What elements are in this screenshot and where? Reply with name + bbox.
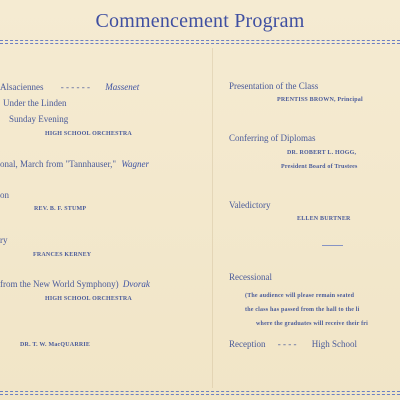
right-note-line-2: the class has passed from the hall to the li bbox=[245, 307, 360, 313]
left-performer-macquarrie: DR. T. W. MacQUARRIE bbox=[20, 342, 91, 348]
left-performer-orchestra-2: HIGH SCHOOL ORCHESTRA bbox=[45, 296, 132, 302]
right-performer-hogg: DR. ROBERT L. HOGG, bbox=[287, 150, 357, 156]
reception-label: Reception bbox=[229, 339, 266, 349]
left-item-new-world bbox=[0, 280, 150, 289]
reception-dashes: - - - - bbox=[277, 339, 297, 349]
left-item-history: ry bbox=[0, 235, 8, 245]
processional-label: onal, March from "Tannhauser," bbox=[0, 159, 117, 169]
alsaciennes-composer: Massenet bbox=[105, 82, 140, 92]
reception-location: High School bbox=[311, 339, 358, 349]
right-performer-board: President Board of Trustees bbox=[281, 164, 358, 170]
right-performer-prentiss: PRENTISS BROWN, Principal bbox=[277, 97, 363, 103]
top-decorative-border bbox=[0, 40, 400, 44]
left-performer-kerney: FRANCES KERNEY bbox=[33, 252, 92, 258]
right-item-reception bbox=[229, 340, 357, 349]
left-item-invocation: on bbox=[0, 190, 9, 200]
separator-dash bbox=[322, 245, 343, 246]
bottom-decorative-border bbox=[0, 391, 400, 395]
program-title: Commencement Program bbox=[95, 10, 305, 32]
left-performer-stump: REV. B. F. STUMP bbox=[34, 206, 87, 212]
new-world-composer: Dvorak bbox=[122, 279, 150, 289]
left-performer-orchestra-1: HIGH SCHOOL ORCHESTRA bbox=[45, 131, 132, 137]
right-item-valedictory: Valedictory bbox=[229, 200, 271, 210]
alsaciennes-label: Alsaciennes bbox=[0, 82, 44, 92]
right-note-line-3: where the graduates will receive their fri bbox=[256, 321, 369, 327]
right-performer-burtner: ELLEN BURTNER bbox=[297, 216, 351, 222]
right-item-presentation: Presentation of the Class bbox=[229, 81, 319, 91]
right-item-recessional: Recessional bbox=[229, 272, 272, 282]
left-item-alsaciennes bbox=[0, 83, 139, 92]
right-note-line-1: (The audience will please remain seated bbox=[245, 293, 355, 299]
left-item-sunday-evening: Sunday Evening bbox=[9, 114, 69, 124]
processional-composer: Wagner bbox=[121, 159, 149, 169]
left-item-processional bbox=[0, 160, 149, 169]
new-world-label: from the New World Symphony) bbox=[0, 279, 119, 289]
left-item-under-linden: Under the Linden bbox=[3, 98, 67, 108]
center-fold-line bbox=[212, 48, 213, 388]
alsaciennes-dashes: - - - - - - bbox=[60, 82, 90, 92]
right-item-diplomas: Conferring of Diplomas bbox=[229, 133, 316, 143]
